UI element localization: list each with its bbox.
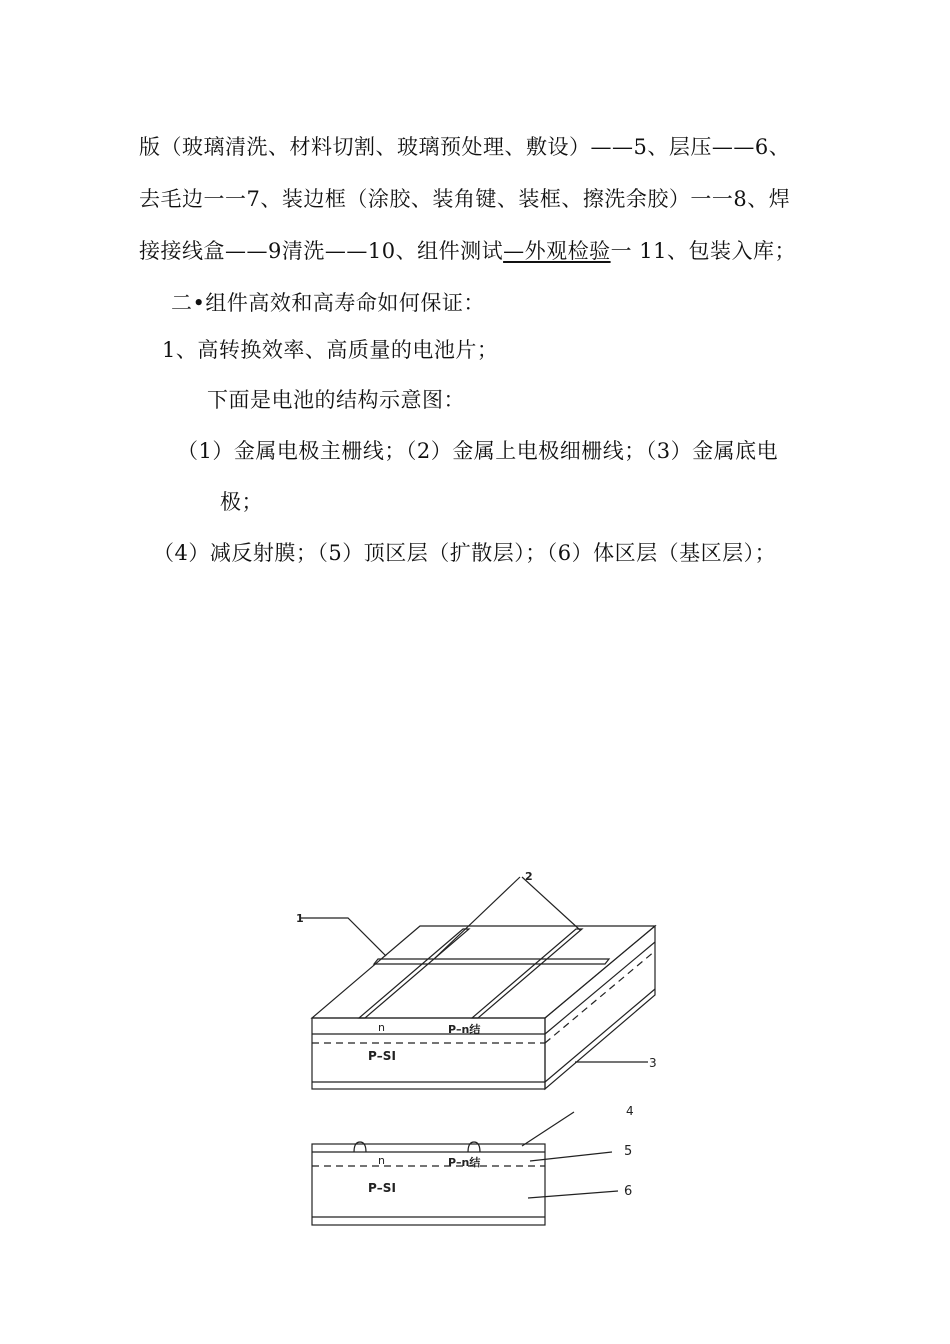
text-line-2: 去毛边一一7、装边框（涂胶、装角键、装框、擦洗余胶）一一8、焊 [139,187,791,211]
leader-2b [522,877,580,930]
main-busbar [374,959,609,964]
label-5: 5 [624,1144,633,1159]
legend-line-2: 极； [220,490,263,514]
grid-line-b [472,929,582,1018]
numbered-item-1: 1、高转换效率、高质量的电池片； [162,338,499,362]
label-2: 2 [525,870,533,883]
text-line-1: 版（玻璃清洗、材料切割、玻璃预处理、敷设）——5、层压——6、 [139,135,791,159]
section-heading: 二•组件高效和高寿命如何保证： [171,291,485,315]
cell-block-3d [312,926,655,1089]
text-line-3-start: 接接线盒——9清洗——10、组件测试 [139,239,504,263]
cell-cross-section [312,1142,545,1225]
leader-6 [528,1191,618,1198]
text-line-3-end: 一 11、包装入库； [610,239,796,263]
label-n-bottom: n [378,1154,385,1167]
label-psi-top: P–SI [368,1049,396,1063]
leader-5 [530,1152,612,1161]
legend-line-1: （1）金属电极主栅线；（2）金属上电极细栅线；（3）金属底电 [177,439,779,463]
leader-4 [522,1112,574,1146]
diagram-intro: 下面是电池的结构示意图： [207,388,465,412]
label-pn-top: P–n结 [448,1023,481,1036]
leader-1 [300,918,386,956]
grid-line-a [359,929,469,1018]
label-4: 4 [626,1104,634,1118]
legend-line-3: （4）减反射膜；（5）顶区层（扩散层）；（6）体区层（基区层）； [153,541,777,565]
label-psi-bottom: P–SI [368,1181,396,1195]
label-6: 6 [624,1184,633,1199]
underlined-inspection: —外观检验 [503,239,611,263]
label-n-top: n [378,1021,385,1034]
label-pn-bottom: P–n结 [448,1156,481,1169]
leader-2a [435,877,520,958]
label-3: 3 [649,1056,657,1070]
label-1: 1 [296,912,304,925]
